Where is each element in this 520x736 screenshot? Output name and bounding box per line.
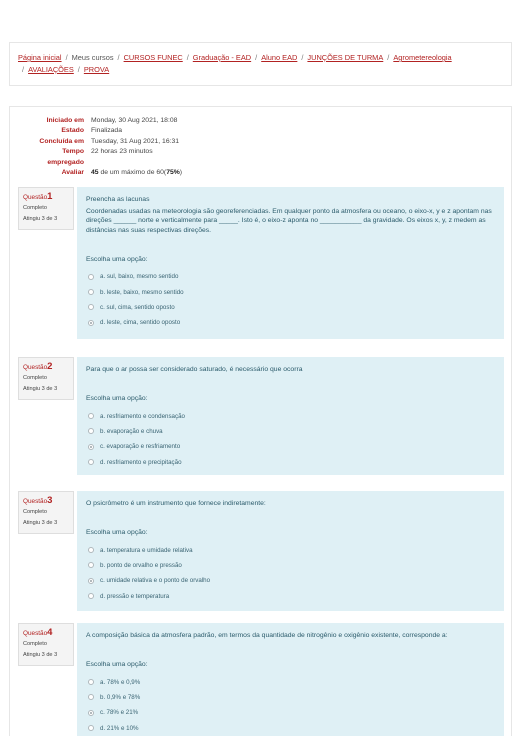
answer-option[interactable] [86, 674, 494, 689]
answer-option-label: b. 0,9% e 78% [100, 693, 141, 701]
answer-option-label: a. resfriamento e condensação [100, 412, 185, 420]
summary-label: Iniciado em [46, 117, 84, 124]
question-text-line: O psicrômetro é um instrumento que fornece indiretamente: [86, 500, 266, 507]
question-text [86, 631, 494, 640]
breadcrumb-separator: / [301, 53, 304, 62]
question-info [18, 623, 74, 666]
radio-button[interactable] [88, 578, 94, 584]
breadcrumb-separator: / [117, 53, 120, 62]
radio-button[interactable] [88, 562, 94, 568]
answer-option[interactable] [86, 705, 494, 720]
choose-option-label: Escolha uma opção: [86, 255, 148, 263]
answer-options [86, 674, 494, 736]
summary-value: Tuesday, 31 Aug 2021, 16:31 [91, 137, 180, 145]
breadcrumb-separator: / [77, 65, 80, 74]
radio-button[interactable] [88, 679, 94, 685]
grade-percent: 75% [166, 169, 180, 177]
summary-row-completed [18, 137, 218, 147]
answer-option[interactable] [86, 589, 494, 604]
question-points: Atingiu 3 de 3 [23, 386, 58, 392]
answer-option-label: c. sul, cima, sentido oposto [100, 303, 175, 311]
question-content [77, 357, 504, 475]
choose-option-label: Escolha uma opção: [86, 661, 148, 669]
answer-option-label: c. 78% e 21% [100, 709, 139, 717]
summary-row-started [18, 116, 218, 126]
answer-option[interactable] [86, 558, 494, 573]
question-status: Completo [23, 205, 47, 211]
answer-option-label: d. 21% e 10% [100, 724, 139, 732]
question-label: Questão [23, 630, 48, 637]
choose-option-label: Escolha uma opção: [86, 529, 148, 537]
answer-option[interactable] [86, 424, 494, 439]
radio-button[interactable] [88, 320, 94, 326]
breadcrumb-my-courses: Meus cursos [71, 53, 114, 62]
radio-button[interactable] [88, 694, 94, 700]
question-number-value: 4 [47, 627, 53, 638]
answer-option-label: a. temperatura e umidade relativa [100, 546, 193, 554]
summary-label-line: empregado [47, 158, 84, 166]
answer-option[interactable] [86, 439, 494, 454]
choose-option-label: Escolha uma opção: [86, 395, 148, 403]
question-points: Atingiu 3 de 3 [23, 216, 58, 222]
question-status: Completo [23, 375, 47, 381]
answer-option-label: b. ponto de orvalho e pressão [100, 561, 182, 569]
breadcrumb-juncoes-de-turma[interactable]: JUNÇÕES DE TURMA [307, 53, 384, 62]
radio-button[interactable] [88, 428, 94, 434]
question-text [86, 365, 494, 374]
question-status: Completo [23, 641, 47, 647]
question-number [23, 627, 69, 639]
answer-option-label: c. evaporação e resfriamento [100, 443, 181, 451]
radio-button[interactable] [88, 725, 94, 731]
question-content [77, 187, 504, 339]
radio-button[interactable] [88, 710, 94, 716]
question-number [23, 191, 69, 203]
breadcrumb-cursos-funec[interactable]: CURSOS FUNEC [123, 53, 183, 62]
summary-row-time [18, 147, 218, 168]
question-label: Questão [23, 194, 48, 201]
answer-options [86, 408, 494, 470]
breadcrumb-separator: / [387, 53, 390, 62]
radio-button[interactable] [88, 289, 94, 295]
question-number-value: 3 [47, 495, 53, 506]
answer-option-label: d. resfriamento e precipitação [100, 458, 182, 466]
answer-option[interactable] [86, 690, 494, 705]
answer-option[interactable] [86, 455, 494, 470]
question-text [86, 195, 494, 235]
answer-option-label: c. umidade relativa e o ponto de orvalho [100, 577, 211, 585]
question-info [18, 491, 74, 534]
question-number [23, 495, 69, 507]
answer-option-label: a. sul, baixo, mesmo sentido [100, 273, 179, 281]
summary-label-line: Tempo [62, 148, 84, 156]
answer-option-label: d. leste, cima, sentido oposto [100, 319, 181, 327]
summary-value [91, 168, 182, 178]
question-text-line: Preencha as lacunas [86, 196, 150, 203]
breadcrumb-agrometereologia[interactable]: Agrometereologia [393, 53, 452, 62]
question-text-line: Para que o ar possa ser considerado saturado, é necessário que ocorra [86, 366, 303, 373]
breadcrumb-graduacao-ead[interactable]: Graduação - EAD [192, 53, 252, 62]
answer-option[interactable] [86, 573, 494, 588]
breadcrumb-separator: / [255, 53, 258, 62]
question-label: Questão [23, 498, 48, 505]
radio-button[interactable] [88, 274, 94, 280]
summary-value: Finalizada [91, 127, 122, 135]
question-points: Atingiu 3 de 3 [23, 652, 58, 658]
summary-value: Monday, 30 Aug 2021, 18:08 [91, 117, 178, 124]
breadcrumb-prova[interactable]: PROVA [83, 65, 110, 74]
question-label: Questão [23, 364, 48, 371]
answer-option[interactable] [86, 315, 494, 330]
grade-text: de um máximo de 60( [98, 169, 167, 177]
answer-option[interactable] [86, 300, 494, 315]
breadcrumb [9, 42, 512, 86]
breadcrumb-avaliacoes[interactable]: AVALIAÇÕES [28, 65, 74, 74]
breadcrumb-separator: / [186, 53, 189, 62]
answer-options [86, 542, 494, 604]
question-status: Completo [23, 509, 47, 515]
question-number [23, 361, 69, 373]
radio-button[interactable] [88, 413, 94, 419]
question-info [18, 357, 74, 400]
summary-label [18, 147, 91, 168]
answer-option[interactable] [86, 269, 494, 284]
answer-option[interactable] [86, 542, 494, 557]
breadcrumb-separator: / [22, 65, 25, 74]
answer-option-label: b. evaporação e chuva [100, 427, 163, 435]
question-text-line: Coordenadas usadas na meteorologia são georeferenciadas. Em qualquer ponto da atmosfera ou oceano, o eixo-x, y e z apontam nas direções ______ norte e verticalmente para _____. Isto é, o eixo-z aponta no ___________ da gravidade. Os eixos x, y, z medem as distâncias nas suas respectivas direções. [86, 208, 492, 234]
breadcrumb-separator: / [65, 53, 68, 62]
question-text-line: A composição básica da atmosfera padrão, em termos da quantidade de nitrogênio e oxigênio existente, corresponde a: [86, 632, 448, 639]
answer-option[interactable] [86, 721, 494, 736]
question-number-value: 1 [47, 191, 53, 202]
answer-option-label: a. 78% e 0,9% [100, 678, 141, 686]
grade-text-end: ) [179, 169, 183, 177]
answer-option[interactable] [86, 284, 494, 299]
question-points: Atingiu 3 de 3 [23, 520, 58, 526]
radio-button[interactable] [88, 547, 94, 553]
question-number-value: 2 [47, 361, 53, 372]
question-content [77, 491, 504, 611]
attempt-summary [18, 116, 218, 178]
summary-label: Estado [61, 127, 84, 135]
radio-button[interactable] [88, 593, 94, 599]
grade-score: 45 [91, 169, 99, 177]
radio-button[interactable] [88, 459, 94, 465]
summary-row-grade [18, 168, 218, 178]
question-content [77, 623, 504, 736]
question-text [86, 499, 494, 508]
answer-option-label: b. leste, baixo, mesmo sentido [100, 288, 184, 296]
radio-button[interactable] [88, 304, 94, 310]
summary-label: Avaliar [61, 169, 84, 177]
breadcrumb-home[interactable]: Página inicial [18, 53, 62, 62]
question-info [18, 187, 74, 230]
radio-button[interactable] [88, 444, 94, 450]
quiz-review [9, 106, 512, 736]
summary-row-state [18, 126, 218, 136]
answer-option[interactable] [86, 408, 494, 423]
answer-options [86, 269, 494, 331]
summary-value: 22 horas 23 minutos [91, 148, 153, 156]
breadcrumb-aluno-ead[interactable]: Aluno EAD [261, 53, 298, 62]
answer-option-label: d. pressão e temperatura [100, 592, 170, 600]
summary-label: Concluída em [39, 137, 84, 145]
